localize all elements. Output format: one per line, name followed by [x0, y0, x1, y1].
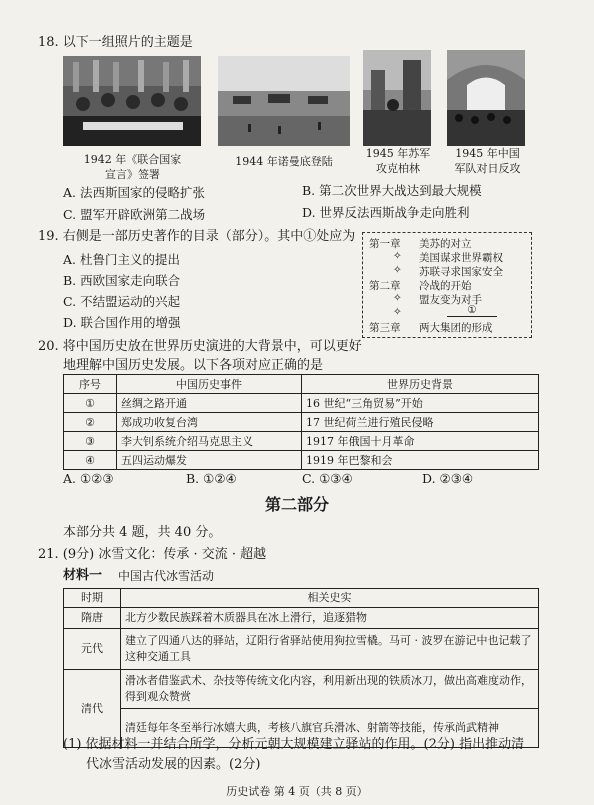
caption-1-line2: 宣言》签署	[105, 168, 160, 181]
toc-blank-1: ①	[447, 304, 497, 317]
toc-item: 盟友变为对手	[419, 294, 482, 306]
table-cell: 17 世纪荷兰进行殖民侵略	[302, 413, 539, 432]
q20-option-b[interactable]: B. ①②④	[186, 471, 237, 486]
table-header: 中国历史事件	[117, 375, 302, 394]
table-cell: 郑成功收复台湾	[117, 413, 302, 432]
q20-table	[63, 374, 539, 470]
table-cell-period: 清代	[64, 670, 121, 748]
caption-4-line1: 1945 年中国	[455, 147, 520, 160]
q21-stem: 21. (9分) 冰雪文化：传承 · 交流 · 超越	[38, 547, 267, 562]
photo-normandy	[218, 56, 350, 146]
q21-sub1-line2: 代冰雪活动发展的因素。(2分)	[86, 757, 261, 772]
toc-bullet-icon: ✧	[393, 250, 402, 262]
photo-china-counteroffensive	[447, 50, 525, 146]
table-cell: 1919 年巴黎和会	[302, 451, 539, 470]
q21-material-label: 材料一	[63, 568, 103, 583]
q20-option-c[interactable]: C. ①③④	[302, 471, 353, 486]
table-cell: 16 世纪“三角贸易”开始	[302, 394, 539, 413]
table-row	[64, 670, 539, 709]
photo-un-declaration	[63, 56, 201, 146]
toc-item: 苏联寻求国家安全	[419, 266, 503, 278]
q21-sub1-line1: (1) 依据材料一并结合所学，分析元朝大规模建立驿站的作用。(2分) 指出推动清	[63, 737, 525, 752]
toc-chapter-2-title: 冷战的开始	[419, 280, 472, 292]
table-row	[64, 608, 539, 629]
table-header-row	[64, 589, 539, 608]
page-footer: 历史试卷 第 4 页（共 8 页）	[226, 785, 368, 798]
toc-chapter-3-title: 两大集团的形成	[419, 322, 493, 334]
q18-option-c[interactable]: C. 盟军开辟欧洲第二战场	[63, 207, 206, 222]
table-row	[64, 629, 539, 670]
caption-1-line1: 1942 年《联合国家	[83, 153, 182, 166]
table-row	[64, 451, 539, 470]
photo-normandy-art	[218, 56, 350, 146]
table-cell-period: 元代	[64, 629, 121, 670]
table-cell: ②	[64, 413, 117, 432]
q19-option-a[interactable]: A. 杜鲁门主义的提出	[63, 252, 180, 267]
toc-chapter-1: 第一章	[369, 238, 401, 250]
table-row	[64, 394, 539, 413]
table-cell: ③	[64, 432, 117, 451]
toc-chapter-2: 第二章	[369, 280, 401, 292]
table-header: 时期	[64, 589, 121, 608]
photo-berlin	[363, 50, 431, 146]
part2-title: 第二部分	[264, 495, 329, 514]
q20-option-d[interactable]: D. ②③④	[422, 471, 474, 486]
toc-box	[362, 232, 532, 338]
photo-un-declaration-art	[63, 56, 201, 146]
q19-option-b[interactable]: B. 西欧国家走向联合	[63, 273, 181, 288]
table-header-row	[64, 375, 539, 394]
table-cell-facts: 清廷每年冬至举行冰嬉大典，考核八旗官兵滑冰、射箭等技能，传承尚武精神	[121, 709, 539, 748]
toc-bullet-icon: ✧	[393, 264, 402, 276]
q21-table	[63, 588, 539, 748]
table-header: 相关史实	[121, 589, 539, 608]
table-cell-facts: 建立了四通八达的驿站，辽阳行省驿站使用狗拉雪橇。马可 · 波罗在游记中也记载了这种交通工具	[121, 629, 539, 670]
toc-chapter-1-title: 美苏的对立	[419, 238, 472, 250]
q19-option-c[interactable]: C. 不结盟运动的兴起	[63, 294, 181, 309]
table-cell-facts: 滑冰者借鉴武术、杂技等传统文化内容，利用新出现的铁质冰刀，做出高难度动作，得到观众赞赏	[121, 670, 539, 709]
toc-bullet-icon: ✧	[393, 292, 402, 304]
toc-bullet-icon: ✧	[393, 306, 402, 318]
part2-intro: 本部分共 4 题，共 40 分。	[63, 525, 222, 540]
q19-option-d[interactable]: D. 联合国作用的增强	[63, 315, 181, 330]
photo-china-art	[447, 50, 525, 146]
table-header: 世界历史背景	[302, 375, 539, 394]
table-cell: 1917 年俄国十月革命	[302, 432, 539, 451]
q18-option-b[interactable]: B. 第二次世界大战达到最大规模	[302, 183, 482, 198]
toc-item: 美国谋求世界霸权	[419, 252, 503, 264]
q20-stem-line1: 20. 将中国历史放在世界历史演进的大背景中，可以更好	[38, 339, 362, 354]
q20-option-a[interactable]: A. ①②③	[63, 471, 114, 486]
table-cell-facts: 北方少数民族踩着木质器具在冰上滑行，追逐猎物	[121, 608, 539, 629]
photo-berlin-art	[363, 50, 431, 146]
caption-4-line2: 军队对日反攻	[454, 162, 521, 175]
caption-2: 1944 年诺曼底登陆	[235, 155, 333, 168]
table-header: 序号	[64, 375, 117, 394]
toc-chapter-3: 第三章	[369, 322, 401, 334]
q18-option-d[interactable]: D. 世界反法西斯战争走向胜利	[302, 205, 470, 220]
q18-stem: 18. 以下一组照片的主题是	[38, 35, 193, 50]
table-cell: 李大钊系统介绍马克思主义	[117, 432, 302, 451]
table-row	[64, 432, 539, 451]
q18-option-a[interactable]: A. 法西斯国家的侵略扩张	[63, 185, 205, 200]
table-cell: ④	[64, 451, 117, 470]
table-cell: ①	[64, 394, 117, 413]
table-row	[64, 413, 539, 432]
q20-stem-line2: 地理解中国历史发展。以下各项对应正确的是	[63, 358, 324, 373]
q19-stem: 19. 右侧是一部历史著作的目录（部分）。其中①处应为	[38, 229, 356, 244]
caption-3-line2: 攻克柏林	[376, 162, 420, 175]
caption-3-line1: 1945 年苏军	[365, 147, 431, 160]
table-cell: 五四运动爆发	[117, 451, 302, 470]
table-cell-period: 隋唐	[64, 608, 121, 629]
q21-material-title: 中国古代冰雪活动	[118, 569, 215, 583]
table-cell: 丝绸之路开通	[117, 394, 302, 413]
